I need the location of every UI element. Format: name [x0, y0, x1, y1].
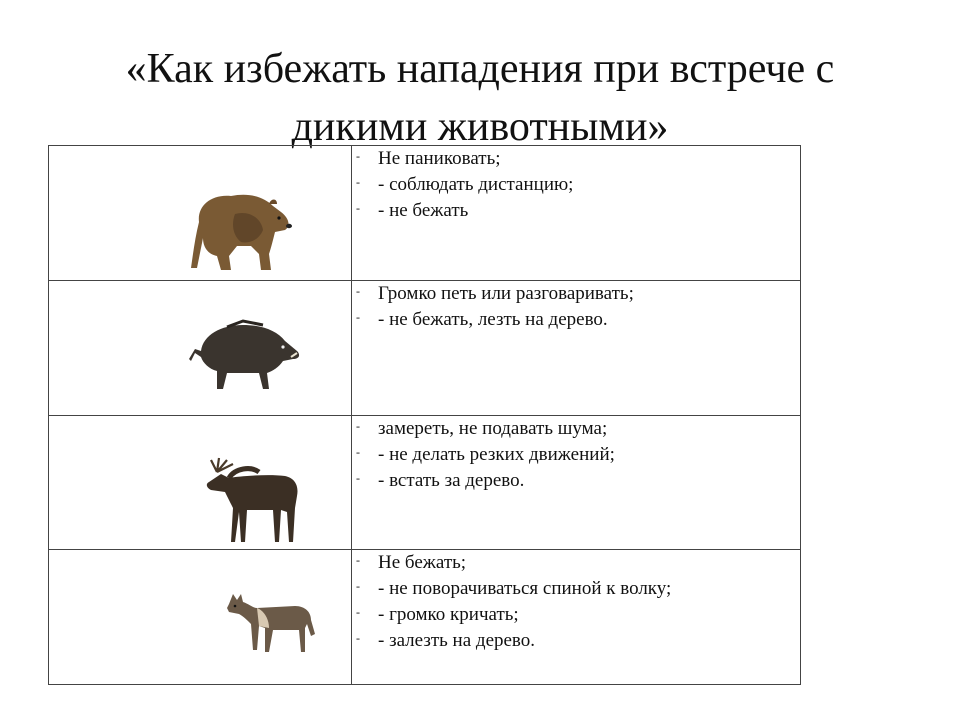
- table-row: [49, 280, 801, 415]
- tips-cell: [352, 415, 801, 550]
- tips-list: [352, 281, 800, 333]
- tips-cell: [352, 146, 801, 281]
- bear-icon: [189, 184, 294, 274]
- table-row: [49, 550, 801, 685]
- list-item: - - встать за дерево.: [352, 468, 800, 494]
- list-item: - - не поворачиваться спиной к волку;: [352, 576, 800, 602]
- list-item: - - не бежать, лезть на дерево.: [352, 307, 800, 333]
- tips-list: [352, 146, 800, 224]
- animal-image-cell: [49, 280, 352, 415]
- tips-cell: [352, 280, 801, 415]
- list-item: - - соблюдать дистанцию;: [352, 172, 800, 198]
- list-item: - Не паниковать;: [352, 146, 800, 172]
- boar-icon: [187, 317, 302, 393]
- tips-list: [352, 416, 800, 494]
- animal-tips-table: [48, 145, 801, 685]
- page-title: [0, 40, 960, 156]
- table-row: [49, 146, 801, 281]
- table-row: [49, 415, 801, 550]
- animal-image-cell: [49, 550, 352, 685]
- list-item: - Не бежать;: [352, 550, 800, 576]
- list-item: - - громко кричать;: [352, 602, 800, 628]
- animal-image-cell: [49, 146, 352, 281]
- tips-list: [352, 550, 800, 654]
- list-item: - - не делать резких движений;: [352, 442, 800, 468]
- list-item: - замереть, не подавать шума;: [352, 416, 800, 442]
- tips-cell: [352, 550, 801, 685]
- title-line-1: «Как избежать нападения при встрече с: [125, 46, 835, 92]
- list-item: - Громко петь или разговаривать;: [352, 281, 800, 307]
- animal-image-cell: [49, 415, 352, 550]
- list-item: - - залезть на дерево.: [352, 628, 800, 654]
- wolf-icon: [225, 588, 317, 656]
- title-line-2: дикими животными»: [291, 104, 669, 150]
- moose-icon: [199, 456, 309, 544]
- list-item: - - не бежать: [352, 198, 800, 224]
